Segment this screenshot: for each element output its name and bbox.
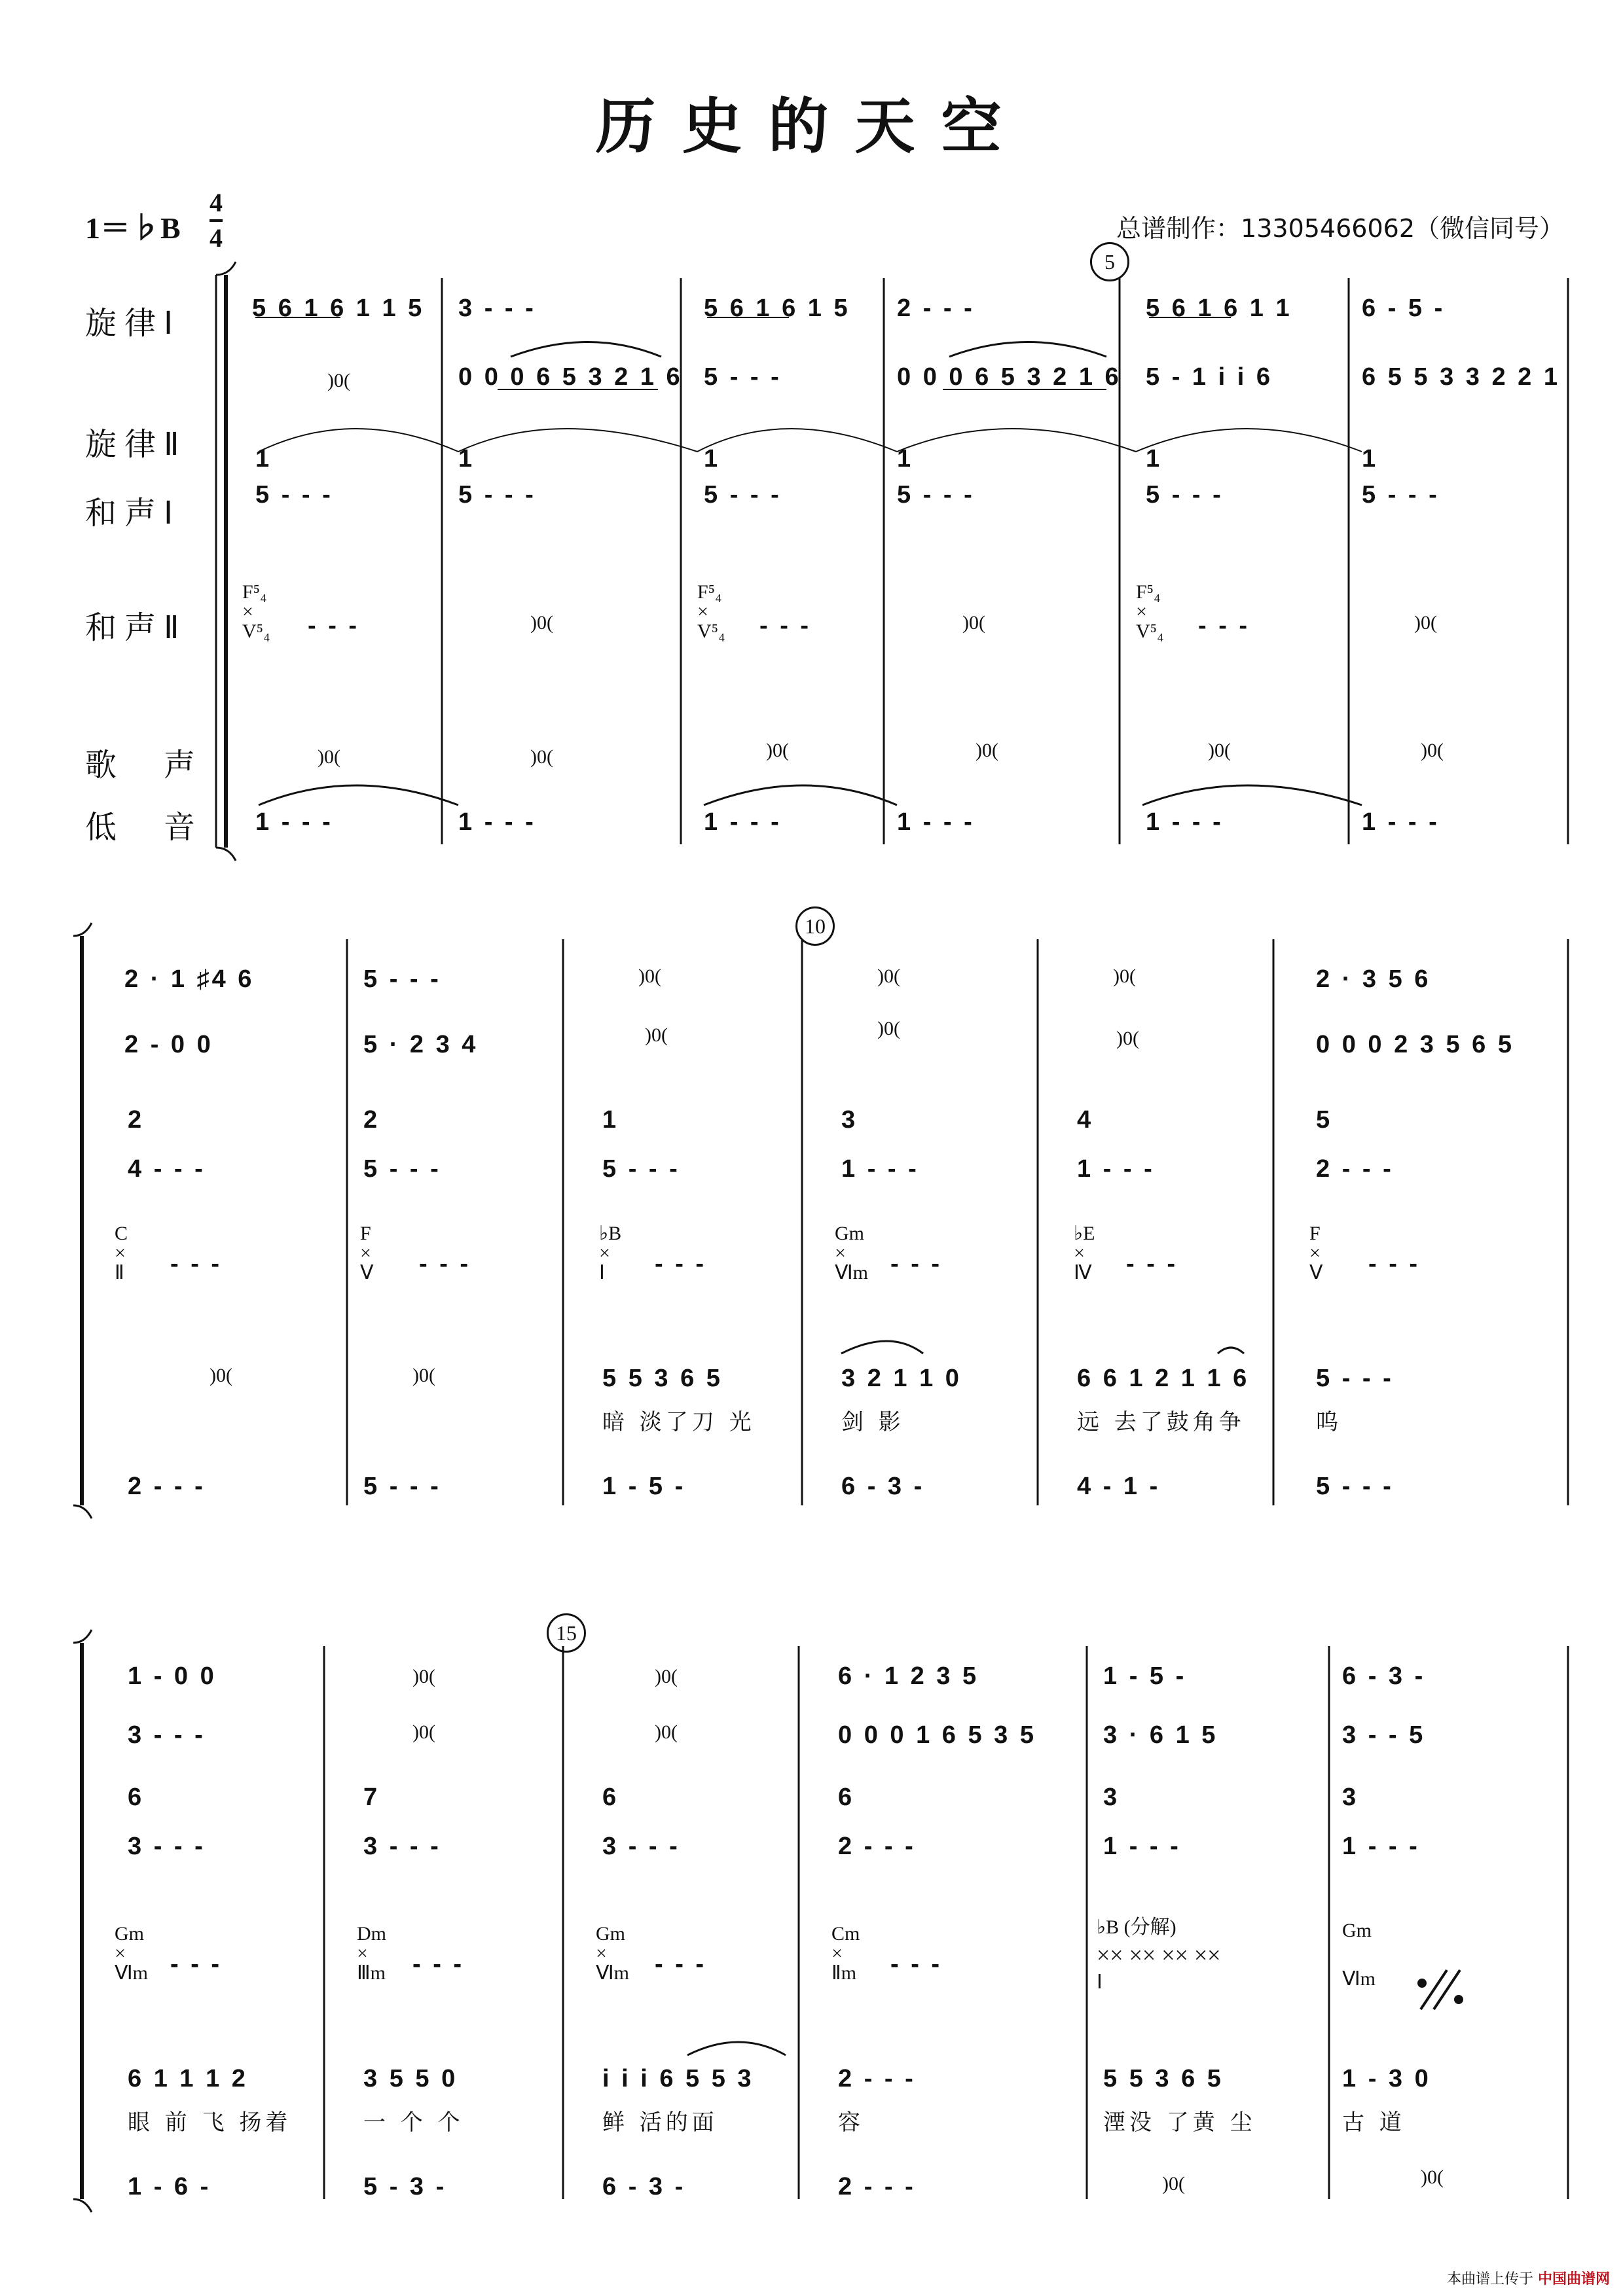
meter-top: 4: [210, 187, 223, 222]
part-name-voice: 歌 声: [85, 747, 204, 783]
note-group: 1 - - -: [841, 1155, 919, 1183]
note-group: - - -: [1368, 1250, 1421, 1278]
meter-bottom: 4: [210, 223, 223, 253]
note-group: 3: [1342, 1784, 1359, 1811]
note-group: 4 - - -: [128, 1155, 206, 1183]
note-group: 3 - - -: [128, 1833, 206, 1860]
rest-mark: )0(: [655, 1666, 678, 1687]
part-name-harmony-2: 和声Ⅱ: [85, 609, 187, 646]
chord-label: F × Ⅴ: [360, 1223, 374, 1283]
rest-mark: )0(: [412, 1721, 435, 1743]
note-group: 2 - 0 0: [124, 1031, 213, 1058]
chord-label: Dm × Ⅲm: [357, 1923, 386, 1984]
rest-mark: )0(: [530, 746, 553, 768]
part-name-bass: 低 音: [85, 809, 204, 846]
rehearsal-mark: 15: [547, 1613, 586, 1653]
note-group: 1 - - -: [1077, 1155, 1155, 1183]
chord-label: F⁵₄ × V⁵₄: [242, 581, 270, 642]
rest-mark: )0(: [638, 965, 661, 987]
note-group: 5 · 2 3 4: [363, 1031, 479, 1058]
chord-label: Cm × Ⅱm: [831, 1923, 860, 1984]
lyric-line: 湮没 了黄 尘: [1103, 2109, 1256, 2136]
rest-mark: )0(: [655, 1721, 678, 1743]
rest-mark: )0(: [530, 612, 553, 634]
rest-mark: )0(: [1414, 612, 1437, 634]
chord-label: Gm Ⅵm: [1342, 1920, 1376, 1990]
footer-text: 本曲谱上传于: [1446, 2271, 1533, 2287]
note-group: - - -: [890, 1250, 943, 1278]
note-group: 0 0 0 6 5 3 2 1 6: [897, 363, 1122, 391]
note-group: 0 0 0 6 5 3 2 1 6: [458, 363, 683, 391]
chord-label: Gm × Ⅵm: [596, 1923, 630, 1984]
rest-mark: )0(: [1113, 965, 1136, 987]
note-group: - - -: [1126, 1250, 1178, 1278]
note-group: 1: [1146, 445, 1163, 473]
chord-label: ♭E × Ⅳ: [1074, 1223, 1095, 1283]
chord-label: F × Ⅴ: [1309, 1223, 1323, 1283]
note-group: 1: [458, 445, 475, 473]
note-group: 5 - - -: [897, 481, 975, 509]
note-group: 2 - - -: [1316, 1155, 1394, 1183]
note-group: 5 - - -: [363, 965, 441, 993]
rehearsal-mark: 5: [1090, 242, 1129, 281]
note-group: 2 - - -: [838, 2065, 916, 2092]
note-group: 1 - - -: [1342, 1833, 1420, 1860]
note-group: 5 - - -: [1316, 1365, 1394, 1392]
key-signature: 1＝♭B: [85, 211, 181, 245]
note-group: 0 0 0 1 6 5 3 5: [838, 1721, 1036, 1749]
chord-label: F⁵₄ × V⁵₄: [697, 581, 725, 642]
note-group: 2 - - -: [897, 295, 975, 322]
note-group: 5 - - -: [458, 481, 536, 509]
note-group: - - -: [170, 1250, 223, 1278]
note-group: 5 - 3 -: [363, 2173, 447, 2200]
note-group: - - -: [170, 1950, 223, 1978]
score-maker: 总谱制作：13305466062（微信同号）: [1116, 214, 1564, 243]
rest-mark: )0(: [1162, 2173, 1185, 2195]
note-group: 6 6 1 2 1 1 6: [1077, 1365, 1250, 1392]
note-group: 5 - - -: [1146, 481, 1224, 509]
note-group: 4 - 1 -: [1077, 1473, 1161, 1500]
lyric-line: 古 道: [1342, 2109, 1406, 2136]
page-title: 历史的天空: [595, 92, 1028, 162]
chord-label: F⁵₄ × V⁵₄: [1136, 581, 1164, 642]
note-group: 1 - - -: [897, 808, 975, 836]
note-group: 1 - - -: [1362, 808, 1440, 836]
note-group: 5: [1316, 1106, 1333, 1134]
lyric-line: 远 去了鼓角争: [1077, 1409, 1245, 1435]
rest-mark: )0(: [645, 1024, 668, 1046]
note-group: - - -: [419, 1250, 471, 1278]
note-group: 3 - - -: [128, 1721, 206, 1749]
note-group: 6 · 1 2 3 5: [838, 1662, 979, 1690]
note-group: 2 · 3 5 6: [1316, 965, 1431, 993]
note-group: 6 - 5 -: [1362, 295, 1446, 322]
note-group: 1 - - -: [1146, 808, 1224, 836]
note-group: 5 6 1 6 1 5: [704, 295, 850, 322]
note-group: 1 - 0 0: [128, 1662, 217, 1690]
note-group: 5 - - -: [255, 481, 333, 509]
note-group: 1 - - -: [1103, 1833, 1181, 1860]
rest-mark: )0(: [210, 1365, 232, 1386]
note-group: 1: [1362, 445, 1379, 473]
note-group: 1 - 6 -: [128, 2173, 211, 2200]
lyric-line: 剑 影: [841, 1409, 905, 1435]
rehearsal-mark: 10: [795, 906, 835, 946]
rest-mark: )0(: [1421, 2166, 1444, 2188]
note-group: 3 - - 5: [1342, 1721, 1426, 1749]
note-group: - - -: [890, 1950, 943, 1978]
note-group: 5 - - -: [704, 363, 782, 391]
note-group: 6: [128, 1784, 145, 1811]
lyric-line: 暗 淡了刀 光: [602, 1409, 756, 1435]
note-group: 4: [1077, 1106, 1094, 1134]
note-group: 6 - 3 -: [841, 1473, 925, 1500]
note-group: 6 - 3 -: [602, 2173, 686, 2200]
rest-mark: )0(: [962, 612, 985, 634]
footer-watermark: [1447, 2268, 1610, 2288]
footer-brand: 中国曲谱网: [1537, 2271, 1610, 2287]
lyric-line: 眼 前 飞 扬着: [128, 2109, 292, 2136]
lyric-line: 呜: [1316, 1409, 1342, 1435]
note-group: 1 - - -: [704, 808, 782, 836]
note-group: 2: [363, 1106, 380, 1134]
note-group: 6 - 3 -: [1342, 1662, 1426, 1690]
note-group: 0 0 0 2 3 5 6 5: [1316, 1031, 1514, 1058]
lyric-line: 一 个 个: [363, 2109, 464, 2136]
note-group: 3 · 6 1 5: [1103, 1721, 1218, 1749]
note-group: 5 5 3 6 5: [1103, 2065, 1224, 2092]
note-group: 1 - 5 -: [1103, 1662, 1187, 1690]
rest-mark: )0(: [766, 740, 789, 761]
note-group: 3 2 1 1 0: [841, 1365, 962, 1392]
note-group: i i i 6 5 5 3: [602, 2065, 754, 2092]
note-group: 6: [838, 1784, 855, 1811]
part-name-harmony-1: 和声Ⅰ: [85, 495, 181, 531]
arpeggio-chord-label: ♭B (分解) ×× ×× ×× ×× Ⅰ: [1097, 1916, 1221, 1993]
note-group: 2 · 1 ♯4 6: [124, 965, 255, 993]
note-group: - - -: [655, 1250, 707, 1278]
note-group: 1: [704, 445, 721, 473]
note-group: 2 - - -: [838, 1833, 916, 1860]
note-group: 5 - - -: [363, 1473, 441, 1500]
part-name-melody-2: 旋律Ⅱ: [85, 426, 187, 463]
note-group: 5 - - -: [1316, 1473, 1394, 1500]
rest-mark: )0(: [877, 1018, 900, 1039]
note-group: 1 - - -: [458, 808, 536, 836]
note-group: 2: [128, 1106, 145, 1134]
note-group: 3 - - -: [363, 1833, 441, 1860]
rest-mark: )0(: [412, 1365, 435, 1386]
rest-mark: )0(: [976, 740, 998, 761]
rest-mark: )0(: [1421, 740, 1444, 761]
note-group: 5 - - -: [602, 1155, 680, 1183]
note-group: 3 - - -: [602, 1833, 680, 1860]
rest-mark: )0(: [1116, 1028, 1139, 1049]
note-group: - - -: [655, 1950, 707, 1978]
note-group: 7: [363, 1784, 380, 1811]
rest-mark: )0(: [327, 370, 350, 391]
chord-label: C × Ⅱ: [115, 1223, 128, 1283]
rest-mark: )0(: [412, 1666, 435, 1687]
note-group: 3: [841, 1106, 858, 1134]
part-name-melody-1: 旋律Ⅰ: [85, 305, 181, 342]
note-group: - - -: [412, 1950, 465, 1978]
time-signature: [210, 187, 223, 255]
note-group: 6: [602, 1784, 619, 1811]
lyric-line: 鲜 活的面: [602, 2109, 718, 2136]
note-group: 6 5 5 3 3 2 2 1: [1362, 363, 1560, 391]
note-group: 1 - 5 -: [602, 1473, 686, 1500]
note-group: 6 1 1 1 2: [128, 2065, 248, 2092]
lyric-line: 容: [838, 2109, 864, 2136]
note-group: - - -: [1198, 612, 1250, 639]
note-group: 3: [1103, 1784, 1120, 1811]
note-group: 1 - 3 0: [1342, 2065, 1431, 2092]
note-group: 5 5 3 6 5: [602, 1365, 723, 1392]
note-group: 1: [602, 1106, 619, 1134]
note-group: 5 6 1 6 1 1 5: [252, 295, 425, 322]
note-group: 5 - - -: [704, 481, 782, 509]
note-group: 1: [255, 445, 272, 473]
rest-mark: )0(: [318, 746, 340, 768]
chord-label: ♭B × Ⅰ: [599, 1223, 622, 1283]
chord-label: Gm × Ⅵm: [115, 1923, 149, 1984]
note-group: 5 6 1 6 1 1: [1146, 295, 1292, 322]
chord-label: Gm × Ⅵm: [835, 1223, 869, 1283]
note-group: 5 - - -: [363, 1155, 441, 1183]
note-group: - - -: [759, 612, 812, 639]
rest-mark: )0(: [877, 965, 900, 987]
note-group: 3 - - -: [458, 295, 536, 322]
note-group: 5 - 1 i i 6: [1146, 363, 1273, 391]
note-group: 1 - - -: [255, 808, 333, 836]
rest-mark: )0(: [1208, 740, 1231, 761]
note-group: 1: [897, 445, 914, 473]
note-group: - - -: [308, 612, 360, 639]
note-group: 2 - - -: [128, 1473, 206, 1500]
note-group: 2 - - -: [838, 2173, 916, 2200]
note-group: 3 5 5 0: [363, 2065, 458, 2092]
note-group: 5 - - -: [1362, 481, 1440, 509]
